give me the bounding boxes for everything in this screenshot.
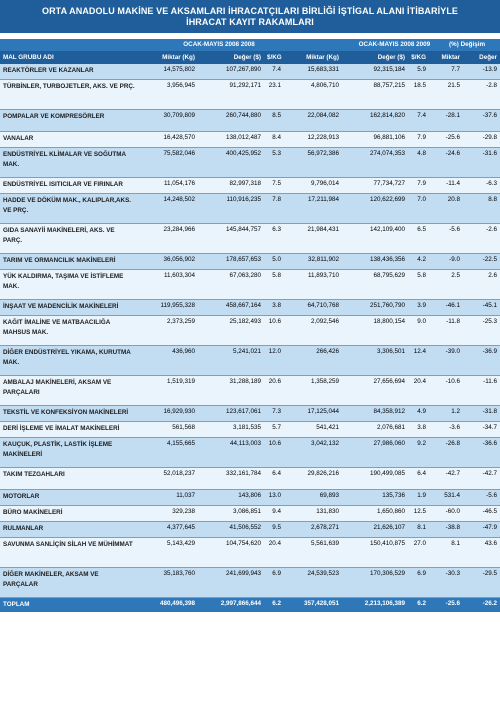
col-header-change-qty: Miktar <box>441 54 460 61</box>
row-group-name: ENDÜSTRİYEL ISITICILAR VE FIRINLAR <box>3 181 123 188</box>
row-change-qty: 7.7 <box>451 66 460 73</box>
col-header-qty-2009: Miktar (Kg) <box>306 54 339 61</box>
row-group-name: AMBALAJ MAKİNELERİ, AKSAM VE PARÇALARI <box>3 379 112 396</box>
row-qty-2009: 17,211,984 <box>307 196 339 203</box>
report-title-line2: İHRACAT KAYIT RAKAMLARI <box>186 17 314 27</box>
row-value-2009: 18,800,154 <box>373 318 405 325</box>
row-value-2008: 143,806 <box>238 492 261 499</box>
row-value-2008: 107,267,890 <box>225 66 261 73</box>
table-row <box>0 254 500 270</box>
row-qty-2009: 2,092,546 <box>310 318 339 325</box>
row-value-2009: 77,734,727 <box>373 180 405 187</box>
row-price-2008: 23.1 <box>268 82 281 89</box>
table-row <box>0 506 500 522</box>
row-group-name: POMPALAR VE KOMPRESÖRLER <box>3 113 105 120</box>
row-value-2009: 96,881,106 <box>373 134 405 141</box>
table-row <box>0 522 500 538</box>
table-row <box>0 178 500 194</box>
row-change-value: -31.8 <box>482 408 497 415</box>
row-change-qty: -39.0 <box>445 348 460 355</box>
row-qty-2008: 52,018,237 <box>163 470 195 477</box>
row-value-2009: 120,622,699 <box>369 196 405 203</box>
col-header-group: MAL GRUBU ADI <box>3 54 54 61</box>
data-table <box>0 64 500 612</box>
row-price-2009: 7.9 <box>417 180 426 187</box>
table-row <box>0 538 500 568</box>
row-change-value: -42.7 <box>482 470 497 477</box>
row-qty-2008: 16,428,570 <box>163 134 195 141</box>
row-price-2008: 5.7 <box>272 424 281 431</box>
row-qty-2009: 29,826,216 <box>307 470 339 477</box>
row-group-name: TARIM VE ORMANCILIK MAKİNELERİ <box>3 257 116 264</box>
row-change-qty: -38.8 <box>445 524 460 531</box>
row-group-name: KAĞIT İMALİNE VE MATBAACILIĞA MAHSUS MAK. <box>3 319 111 336</box>
row-change-value: -45.1 <box>482 302 497 309</box>
row-value-2008: 241,699,943 <box>225 570 261 577</box>
row-value-2008: 110,916,235 <box>226 196 261 203</box>
row-value-2009: 92,315,184 <box>373 66 405 73</box>
total-qty-2008: 480,496,398 <box>159 600 195 607</box>
row-change-qty: -30.3 <box>445 570 460 577</box>
total-price-2009: 6.2 <box>417 600 426 607</box>
row-value-2008: 82,997,318 <box>229 180 261 187</box>
row-value-2009: 2,076,681 <box>376 424 405 431</box>
row-qty-2009: 2,678,271 <box>310 524 339 531</box>
row-price-2009: 4.8 <box>417 150 426 157</box>
row-qty-2008: 14,248,502 <box>163 196 195 203</box>
change-label: (%) Değişim <box>449 41 486 48</box>
row-price-2009: 20.4 <box>413 378 426 385</box>
row-qty-2009: 4,806,710 <box>310 82 339 89</box>
row-price-2009: 7.0 <box>417 196 426 203</box>
row-group-name: VANALAR <box>3 135 34 142</box>
row-change-value: -6.3 <box>486 180 497 187</box>
col-header-price-2009: $/KG <box>411 54 426 61</box>
table-row <box>0 406 500 422</box>
table-row <box>0 376 500 406</box>
table-row <box>0 468 500 490</box>
row-qty-2009: 541,421 <box>316 424 339 431</box>
row-change-value: -31.6 <box>482 150 497 157</box>
row-value-2008: 400,425,952 <box>225 150 261 157</box>
row-value-2008: 138,012,487 <box>225 134 261 141</box>
row-price-2009: 9.0 <box>417 318 426 325</box>
row-price-2009: 6.9 <box>417 570 426 577</box>
row-change-value: -34.7 <box>482 424 497 431</box>
row-price-2009: 5.9 <box>417 66 426 73</box>
row-change-value: -37.6 <box>482 112 497 119</box>
row-value-2008: 5,241,021 <box>232 348 261 355</box>
row-value-2008: 145,844,757 <box>225 226 261 233</box>
table-row <box>0 270 500 300</box>
row-qty-2009: 15,683,331 <box>307 66 339 73</box>
table-row <box>0 346 500 376</box>
row-change-qty: 2.5 <box>451 272 460 279</box>
row-change-value: -25.3 <box>482 318 497 325</box>
row-qty-2009: 266,426 <box>316 348 339 355</box>
row-qty-2008: 3,956,945 <box>166 82 195 89</box>
row-change-qty: -60.0 <box>445 508 460 515</box>
row-change-value: -36.9 <box>482 348 497 355</box>
row-change-qty: 8.1 <box>451 540 460 547</box>
row-qty-2009: 5,561,639 <box>310 540 339 547</box>
row-value-2008: 104,754,620 <box>225 540 261 547</box>
row-change-qty: -11.4 <box>446 180 460 187</box>
row-qty-2008: 14,575,802 <box>163 66 195 73</box>
row-value-2009: 84,358,912 <box>373 408 405 415</box>
row-value-2008: 41,506,552 <box>229 524 261 531</box>
row-qty-2008: 23,284,966 <box>163 226 195 233</box>
table-row <box>0 300 500 316</box>
row-group-name: REAKTÖRLER VE KAZANLAR <box>3 67 94 74</box>
row-value-2009: 27,986,060 <box>373 440 405 447</box>
total-value-2009: 2,213,106,389 <box>364 600 405 607</box>
row-change-value: 43.6 <box>484 540 497 547</box>
row-value-2009: 251,760,790 <box>369 302 405 309</box>
row-change-qty: 1.2 <box>451 408 460 415</box>
row-value-2009: 68,795,629 <box>373 272 405 279</box>
table-row <box>0 438 500 468</box>
row-value-2008: 67,063,280 <box>229 272 261 279</box>
row-price-2008: 6.3 <box>272 226 281 233</box>
row-price-2009: 9.2 <box>417 440 426 447</box>
row-value-2009: 138,436,356 <box>369 256 405 263</box>
row-value-2008: 123,617,061 <box>225 408 261 415</box>
row-price-2008: 20.4 <box>268 540 281 547</box>
row-qty-2009: 12,228,913 <box>307 134 339 141</box>
row-qty-2008: 329,238 <box>172 508 195 515</box>
col-header-value-2009: Değer ($) <box>377 54 405 61</box>
total-value-2008: 2,997,866,644 <box>220 600 261 607</box>
row-price-2009: 6.5 <box>417 226 426 233</box>
row-change-value: -29.8 <box>482 134 497 141</box>
row-qty-2009: 17,125,044 <box>307 408 339 415</box>
row-change-qty: -3.6 <box>449 424 460 431</box>
col-header-change-value: Değer <box>479 54 497 61</box>
row-value-2009: 1,650,860 <box>376 508 405 515</box>
row-group-name: KAUÇUK, PLASTİK, LASTİK İŞLEME MAKİNELERİ <box>3 441 113 458</box>
row-price-2008: 7.5 <box>272 180 281 187</box>
total-qty-2009: 357,428,051 <box>303 600 339 607</box>
row-group-name: DİĞER MAKİNELER, AKSAM VE PARÇALAR <box>3 571 99 588</box>
row-value-2008: 458,667,164 <box>225 302 261 309</box>
table-row <box>0 80 500 110</box>
row-change-qty: -28.1 <box>445 112 460 119</box>
row-qty-2008: 36,056,902 <box>163 256 195 263</box>
row-change-qty: -42.7 <box>445 470 460 477</box>
col-header-qty-2008: Miktar (Kg) <box>162 54 195 61</box>
row-group-name: RULMANLAR <box>3 525 44 532</box>
period-header-row <box>0 39 500 51</box>
row-value-2008: 332,161,784 <box>225 470 261 477</box>
table-row <box>0 194 500 224</box>
row-qty-2009: 64,710,768 <box>307 302 339 309</box>
row-price-2009: 12.5 <box>413 508 426 515</box>
row-change-value: -46.5 <box>482 508 497 515</box>
table-row <box>0 224 500 254</box>
period-2009-label: OCAK-MAYIS 2008 2009 <box>358 41 431 48</box>
row-group-name: DERİ İŞLEME VE İMALAT MAKİNELERİ <box>3 425 120 432</box>
col-header-value-2008: Değer ($) <box>233 54 261 61</box>
row-group-name: YÜK KALDIRMA, TAŞIMA VE İSTİFLEME MAK. <box>3 273 124 290</box>
row-change-qty: -9.0 <box>449 256 460 263</box>
row-value-2008: 31,288,189 <box>229 378 261 385</box>
row-qty-2009: 11,893,710 <box>307 272 339 279</box>
row-group-name: ENDÜSTRİYEL KLİMALAR VE SOĞUTMA MAK. <box>3 151 126 168</box>
row-value-2008: 3,181,535 <box>232 424 261 431</box>
row-value-2009: 27,656,694 <box>373 378 405 385</box>
row-qty-2008: 11,054,176 <box>163 180 195 187</box>
column-header-row <box>0 51 500 64</box>
row-price-2008: 9.4 <box>272 508 281 515</box>
row-qty-2008: 11,037 <box>176 492 195 499</box>
row-price-2009: 6.4 <box>417 470 426 477</box>
row-price-2008: 13.0 <box>268 492 281 499</box>
total-change-value: -26.2 <box>482 600 497 607</box>
row-price-2008: 9.5 <box>272 524 281 531</box>
row-change-value: -13.9 <box>482 66 497 73</box>
row-price-2009: 3.9 <box>417 302 426 309</box>
row-change-qty: 531.4 <box>444 492 460 499</box>
row-group-name: TAKIM TEZGAHLARI <box>3 471 65 478</box>
row-price-2008: 7.3 <box>272 408 281 415</box>
row-price-2008: 12.0 <box>268 348 281 355</box>
row-qty-2008: 11,603,304 <box>163 272 195 279</box>
row-value-2009: 170,306,529 <box>369 570 405 577</box>
row-value-2009: 150,410,875 <box>369 540 405 547</box>
table-row <box>0 316 500 346</box>
row-group-name: DİĞER ENDÜSTRİYEL YIKAMA, KURUTMA MAK. <box>3 349 131 366</box>
row-value-2009: 88,757,215 <box>373 82 405 89</box>
row-price-2009: 7.4 <box>417 112 426 119</box>
table-row <box>0 422 500 438</box>
total-label: TOPLAM <box>3 601 30 608</box>
row-group-name: BÜRO MAKİNELERİ <box>3 509 63 516</box>
row-price-2008: 7.8 <box>272 196 281 203</box>
row-group-name: TÜRBİNLER, TURBOJETLER, AKS. VE PRÇ. <box>3 83 135 90</box>
row-qty-2008: 119,955,328 <box>160 302 195 309</box>
row-change-value: -29.5 <box>482 570 497 577</box>
row-qty-2009: 21,984,431 <box>307 226 339 233</box>
row-value-2009: 190,499,085 <box>369 470 405 477</box>
row-price-2009: 4.2 <box>417 256 426 263</box>
row-value-2008: 3,086,851 <box>232 508 261 515</box>
row-price-2008: 10.6 <box>268 318 281 325</box>
row-group-name: MOTORLAR <box>3 493 40 500</box>
row-price-2009: 1.9 <box>417 492 426 499</box>
row-change-qty: -11.8 <box>446 318 460 325</box>
row-price-2009: 18.5 <box>413 82 426 89</box>
row-qty-2008: 4,155,665 <box>166 440 195 447</box>
row-price-2009: 3.8 <box>417 424 426 431</box>
row-price-2008: 8.4 <box>272 134 281 141</box>
table-row <box>0 490 500 506</box>
row-price-2009: 5.8 <box>417 272 426 279</box>
row-price-2009: 7.9 <box>417 134 426 141</box>
row-qty-2009: 69,893 <box>319 492 339 499</box>
row-change-qty: 21.5 <box>447 82 460 89</box>
row-qty-2009: 24,539,523 <box>307 570 339 577</box>
row-change-qty: 20.8 <box>447 196 460 203</box>
row-qty-2008: 561,568 <box>172 424 195 431</box>
row-value-2008: 260,744,880 <box>225 112 261 119</box>
row-qty-2008: 16,929,930 <box>163 408 195 415</box>
row-group-name: SAVUNMA SANLİÇİN SİLAH VE MÜHİMMAT <box>3 541 133 548</box>
row-price-2008: 6.9 <box>272 570 281 577</box>
row-change-value: -2.8 <box>486 82 497 89</box>
row-price-2008: 10.6 <box>268 440 281 447</box>
table-row <box>0 132 500 148</box>
row-price-2008: 5.8 <box>272 272 281 279</box>
report-title-line1: ORTA ANADOLU MAKİNE VE AKSAMLARI İHRACATÇILARI BİRLİĞİ İŞTİGAL ALANI İTİBARİYLE <box>41 6 459 16</box>
row-change-value: -5.6 <box>486 492 497 499</box>
row-qty-2008: 30,709,809 <box>163 112 195 119</box>
row-change-value: 8.8 <box>488 196 497 203</box>
row-change-value: -47.9 <box>482 524 497 531</box>
row-qty-2008: 4,377,645 <box>166 524 195 531</box>
row-change-qty: -46.1 <box>445 302 460 309</box>
row-qty-2008: 75,582,046 <box>163 150 195 157</box>
row-value-2009: 21,626,107 <box>373 524 405 531</box>
row-group-name: GIDA SANAYİİ MAKİNELERİ, AKS. VE PARÇ. <box>3 227 115 244</box>
report-title <box>0 0 500 33</box>
row-price-2009: 8.1 <box>417 524 426 531</box>
row-value-2008: 91,292,171 <box>229 82 261 89</box>
row-price-2008: 5.0 <box>272 256 281 263</box>
row-qty-2009: 3,042,132 <box>310 440 339 447</box>
row-qty-2008: 2,373,259 <box>166 318 195 325</box>
period-2008-label: OCAK-MAYIS 2008 2008 <box>183 41 255 48</box>
table-row <box>0 110 500 132</box>
table-row <box>0 64 500 80</box>
row-value-2009: 3,306,501 <box>376 348 405 355</box>
row-price-2008: 7.4 <box>272 66 281 73</box>
row-qty-2009: 1,358,259 <box>310 378 339 385</box>
col-header-price-2008: $/KG <box>267 54 282 61</box>
row-value-2009: 162,814,820 <box>369 112 405 119</box>
row-value-2008: 44,113,003 <box>229 440 261 447</box>
row-change-value: -22.5 <box>482 256 497 263</box>
row-price-2008: 5.3 <box>272 150 281 157</box>
row-group-name: HADDE VE DÖKÜM MAK., KALIPLAR,AKS. VE PRÇ. <box>3 197 132 214</box>
table-row <box>0 148 500 178</box>
row-change-qty: -26.8 <box>445 440 460 447</box>
row-value-2009: 142,109,400 <box>369 226 405 233</box>
row-qty-2008: 1,519,319 <box>166 378 195 385</box>
row-price-2009: 12.4 <box>413 348 426 355</box>
row-change-value: -2.6 <box>486 226 497 233</box>
row-group-name: İNŞAAT VE MADENCİLİK MAKİNELERİ <box>3 303 119 310</box>
row-qty-2009: 22,084,082 <box>307 112 339 119</box>
table-row <box>0 568 500 598</box>
row-change-qty: -5.6 <box>449 226 460 233</box>
total-change-qty: -25.6 <box>445 600 460 607</box>
row-value-2009: 135,736 <box>382 492 405 499</box>
row-change-qty: -10.6 <box>445 378 460 385</box>
row-change-value: -36.6 <box>482 440 497 447</box>
row-price-2009: 4.9 <box>417 408 426 415</box>
row-value-2008: 178,657,653 <box>225 256 261 263</box>
total-price-2008: 6.2 <box>272 600 281 607</box>
row-qty-2008: 5,143,429 <box>166 540 195 547</box>
row-qty-2009: 56,972,386 <box>307 150 339 157</box>
row-qty-2009: 32,811,902 <box>307 256 339 263</box>
row-price-2008: 8.5 <box>272 112 281 119</box>
row-change-qty: -24.6 <box>445 150 460 157</box>
row-price-2008: 6.4 <box>272 470 281 477</box>
row-qty-2008: 436,960 <box>172 348 195 355</box>
row-qty-2009: 9,796,014 <box>310 180 339 187</box>
row-qty-2009: 131,830 <box>316 508 339 515</box>
row-group-name: TEKSTİL VE KONFEKSİYON MAKİNELERİ <box>3 409 129 416</box>
total-row <box>0 598 500 612</box>
row-value-2008: 25,182,493 <box>229 318 261 325</box>
row-price-2008: 20.6 <box>268 378 281 385</box>
row-price-2009: 27.0 <box>413 540 426 547</box>
row-qty-2008: 35,183,760 <box>163 570 195 577</box>
row-price-2008: 3.8 <box>272 302 281 309</box>
row-change-qty: -25.6 <box>445 134 460 141</box>
row-change-value: 2.6 <box>488 272 497 279</box>
row-change-value: -11.6 <box>483 378 497 385</box>
row-value-2009: 274,074,353 <box>369 150 405 157</box>
